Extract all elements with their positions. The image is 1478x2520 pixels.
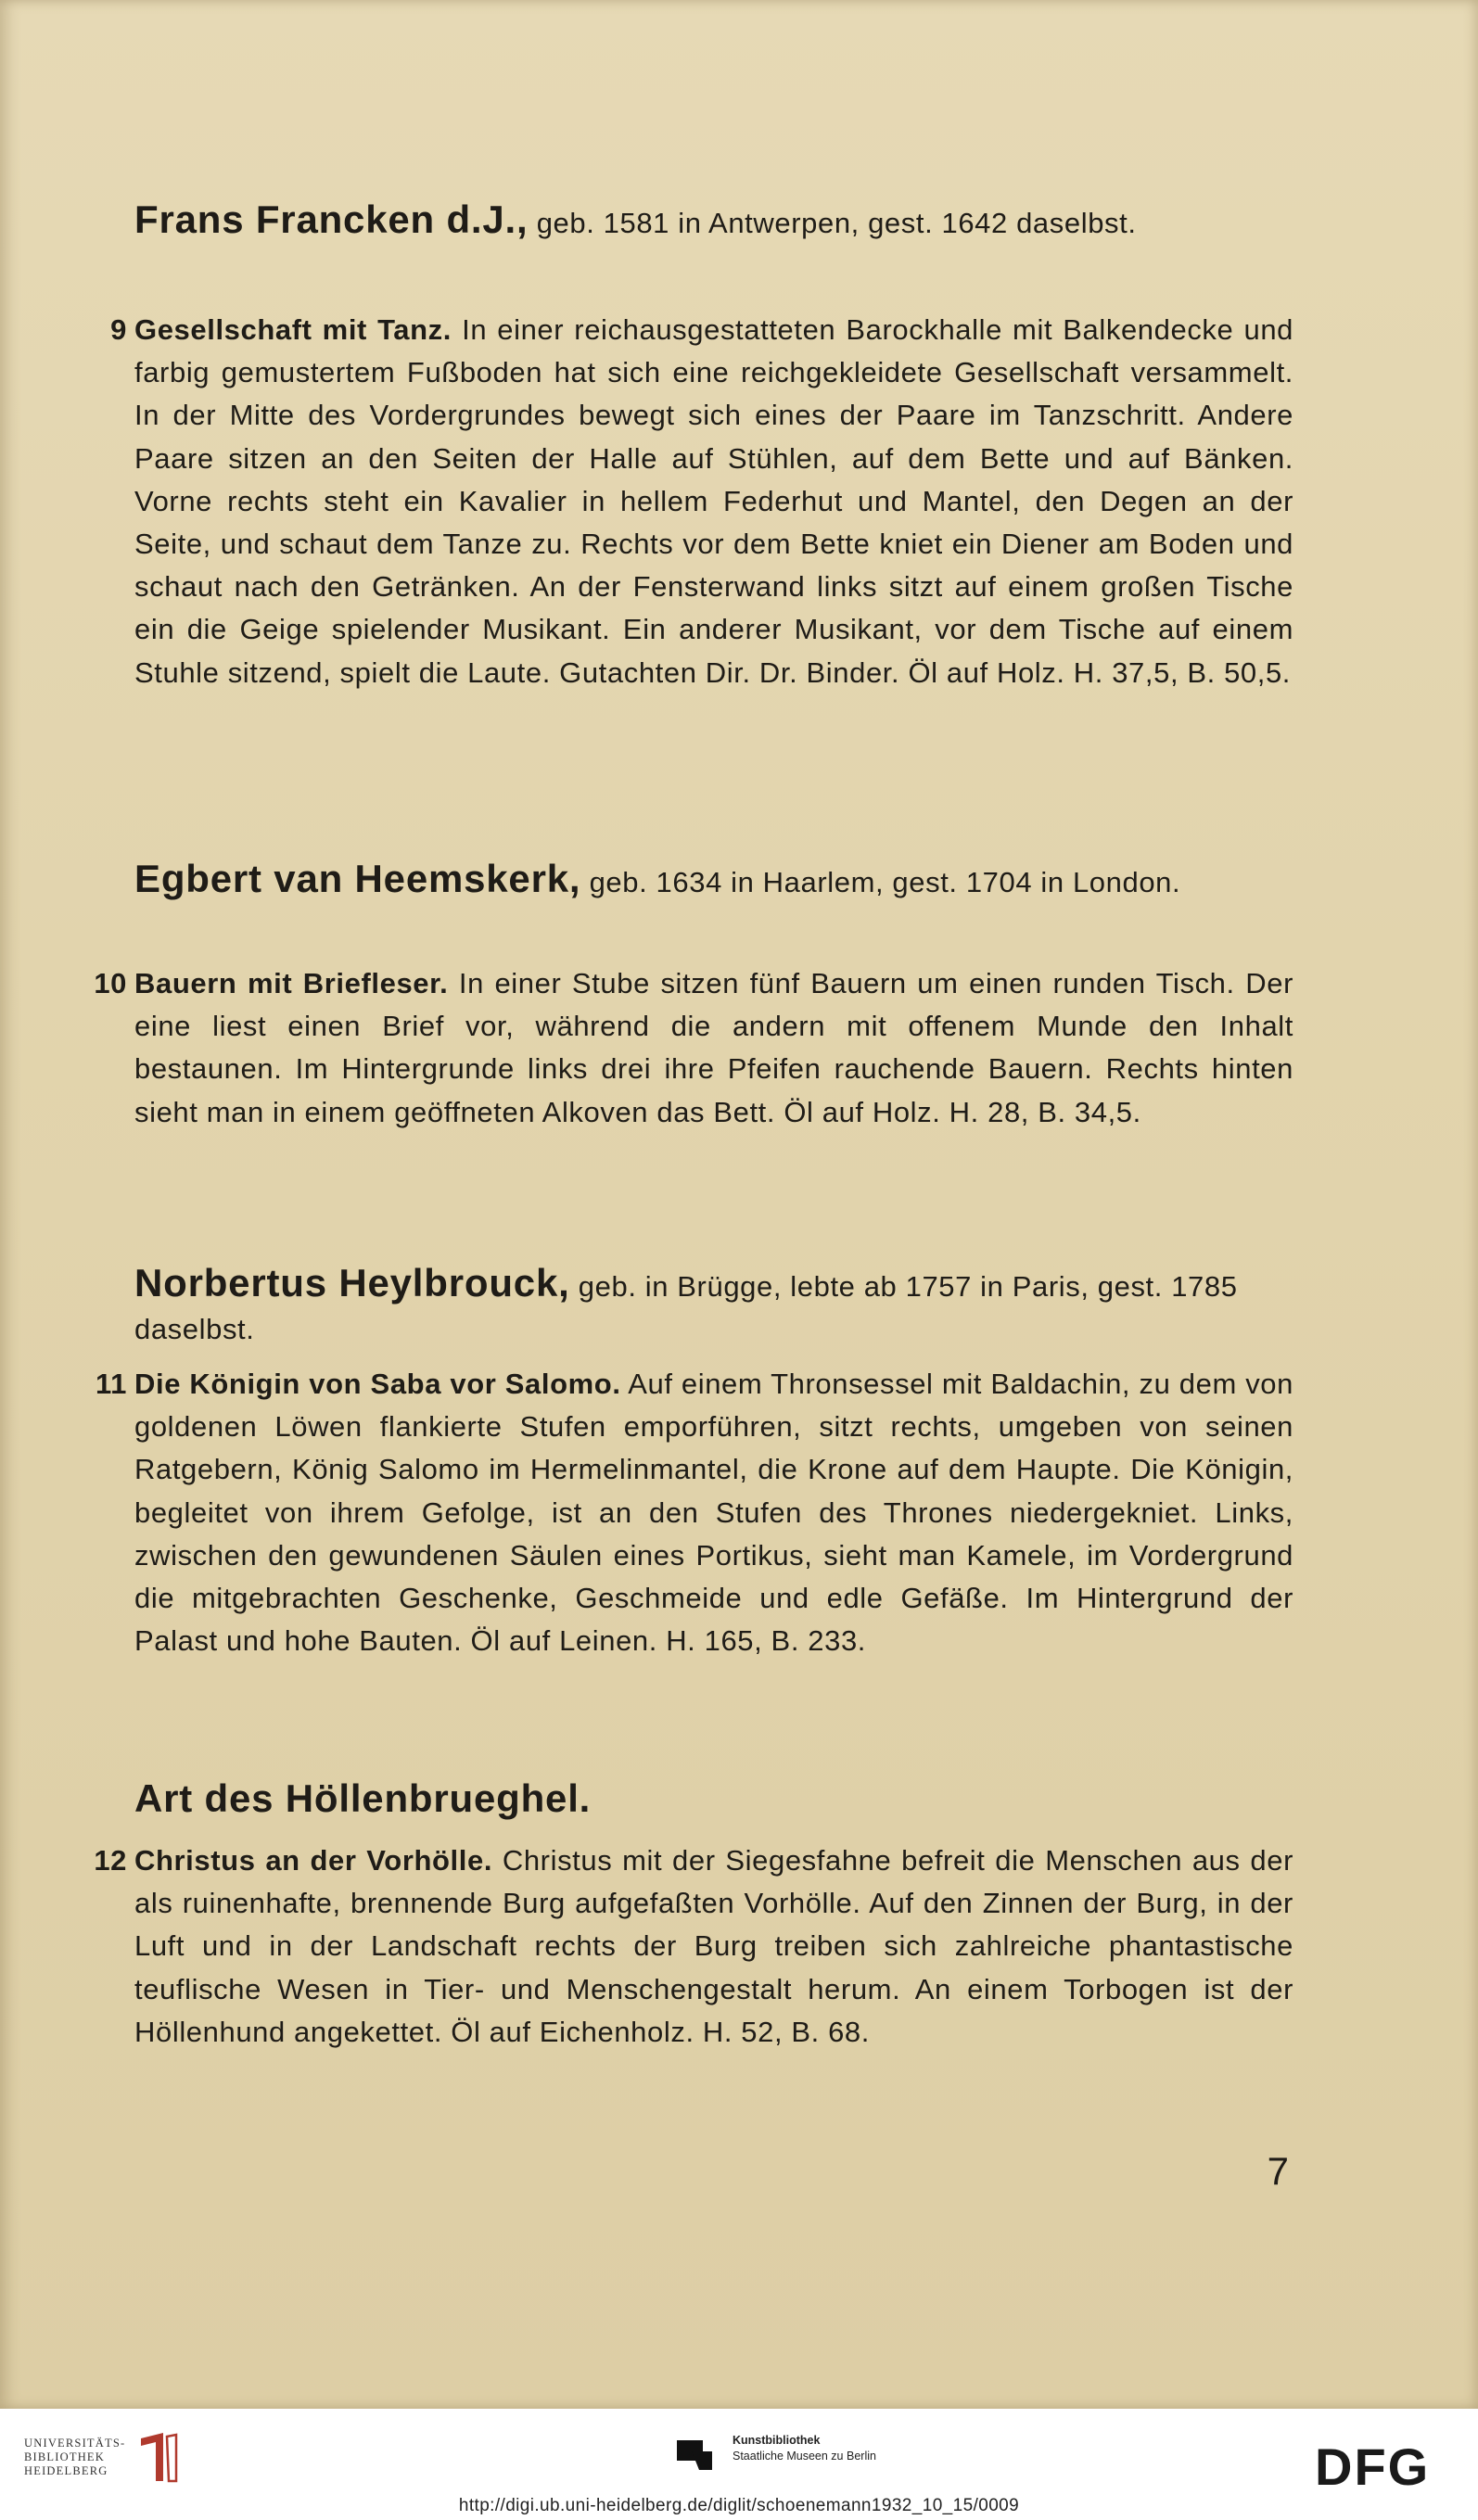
page-number: 7	[1267, 2149, 1289, 2193]
footer-bar	[0, 2409, 1478, 2520]
catalog-entry-12	[94, 1839, 1294, 2054]
kunstbibliothek-logo-icon	[675, 2437, 720, 2474]
entry-number: 12	[94, 1844, 127, 1877]
university-line: BIBLIOTHEK	[24, 2450, 105, 2463]
dfg-logo: DFG	[1315, 2437, 1431, 2496]
artist-name: Norbertus Heylbrouck,	[134, 1261, 570, 1305]
artist-bio: geb. 1581 in Antwerpen, gest. 1642 daselbst.	[536, 207, 1137, 239]
entry-number: 9	[110, 313, 127, 346]
university-line: HEIDELBERG	[24, 2464, 108, 2477]
artist-heading-heemskerk	[134, 858, 1293, 904]
entry-title: Bauern mit Briefleser.	[134, 967, 449, 999]
catalog-entry-11	[96, 1363, 1293, 1662]
artist-name: Egbert van Heemskerk,	[134, 857, 581, 900]
entry-title: Christus an der Vorhölle.	[134, 1844, 493, 1877]
entry-text: Auf einem Thronsessel mit Baldachin, zu dem von goldenen Löwen flankierte Stufen emporführen, sitzt rechts, umgeben von seinen Ratgebern, König Salomo im Hermelinmantel, die Krone auf dem Haupte. Die Königin, begleitet von ihrem Gefolge, ist an den Stufen des Thrones niedergekniet. Links, zwischen den gewundenen Säulen eines Portikus, sieht man Kamele, im Vordergrund die mitgebrachten Geschenke, Geschmeide und edle Gefäße. Im Hintergrund der Palast und hohe Bauten. Öl auf Leinen. H. 165, B. 233.	[134, 1368, 1293, 1658]
entry-text: In einer Stube sitzen fünf Bauern um einen runden Tisch. Der eine liest einen Brief vor, während die andern mit offenem Munde den Inhalt bestaunen. Im Hintergrunde links drei ihre Pfeifen rauchende Bauern. Rechts hinten sieht man in einem geöffneten Alkoven das Bett. Öl auf Holz. H. 28, B. 34,5.	[134, 967, 1294, 1128]
entry-title: Gesellschaft mit Tanz.	[134, 313, 452, 346]
artist-name: Frans Francken d.J.,	[134, 197, 529, 241]
artist-heading-francken	[134, 198, 1293, 245]
artist-bio: geb. 1634 in Haarlem, gest. 1704 in London.	[589, 866, 1181, 898]
entry-number: 10	[94, 967, 127, 999]
artist-heading-hoellenbrueghel	[134, 1777, 1293, 1824]
university-logo-icon	[135, 2429, 180, 2485]
library-title: Kunstbibliothek	[733, 2434, 821, 2447]
university-line: UNIVERSITÄTS-	[24, 2437, 126, 2450]
entry-text: In einer reichausgestatteten Barockhalle mit Balkendecke und farbig gemustertem Fußboden hat sich eine reichgekleidete Gesellschaft versammelt. In der Mitte des Vordergrundes bewegt sich eines der Paare im Tanzschritt. Andere Paare sitzen an den Seiten der Halle auf Stühlen, auf dem Bette und auf Bänken. Vorne rechts steht ein Kavalier in hellem Federhut und Mantel, den Degen an der Seite, und schaut dem Tanze zu. Rechts vor dem Bette kniet ein Diener am Boden und schaut nach den Getränken. An der Fensterwand links sitzt auf einem großen Tische ein die Geige spielender Musikant. Ein anderer Musikant, vor dem Tische auf einem Stuhle sitzend, spielt die Laute. Gutachten Dir. Dr. Binder. Öl auf Holz. H. 37,5, B. 50,5.	[134, 313, 1293, 689]
entry-title: Die Königin von Saba vor Salomo.	[134, 1368, 621, 1400]
catalog-entry-9	[110, 309, 1293, 694]
source-url-link[interactable]: http://digi.ub.uni-heidelberg.de/diglit/schoenemann1932_10_15/0009	[458, 2496, 1020, 2515]
artist-bio: geb. in Brügge, lebte ab 1757 in Paris, gest. 1785 daselbst.	[134, 1270, 1238, 1345]
kunstbibliothek-label	[733, 2433, 876, 2464]
entry-number: 11	[96, 1368, 127, 1400]
library-subtitle: Staatliche Museen zu Berlin	[733, 2450, 876, 2463]
artist-heading-heylbrouck	[134, 1262, 1293, 1351]
catalog-entry-10	[94, 962, 1294, 1134]
university-library-label	[24, 2437, 135, 2478]
entry-text: Christus mit der Siegesfahne befreit die Menschen aus der als ruinenhafte, brennende Burg aufgefaßten Vorhölle. Auf den Zinnen der Burg, in der Luft und in der Landschaft rechts der Burg treiben sich zahlreiche phantastische teuflische Wesen in Tier- und Menschengestalt herum. An einem Torbogen ist der Höllenhund angekettet. Öl auf Eichenholz. H. 52, B. 68.	[134, 1844, 1294, 2048]
artist-name: Art des Höllenbrueghel.	[134, 1776, 592, 1820]
